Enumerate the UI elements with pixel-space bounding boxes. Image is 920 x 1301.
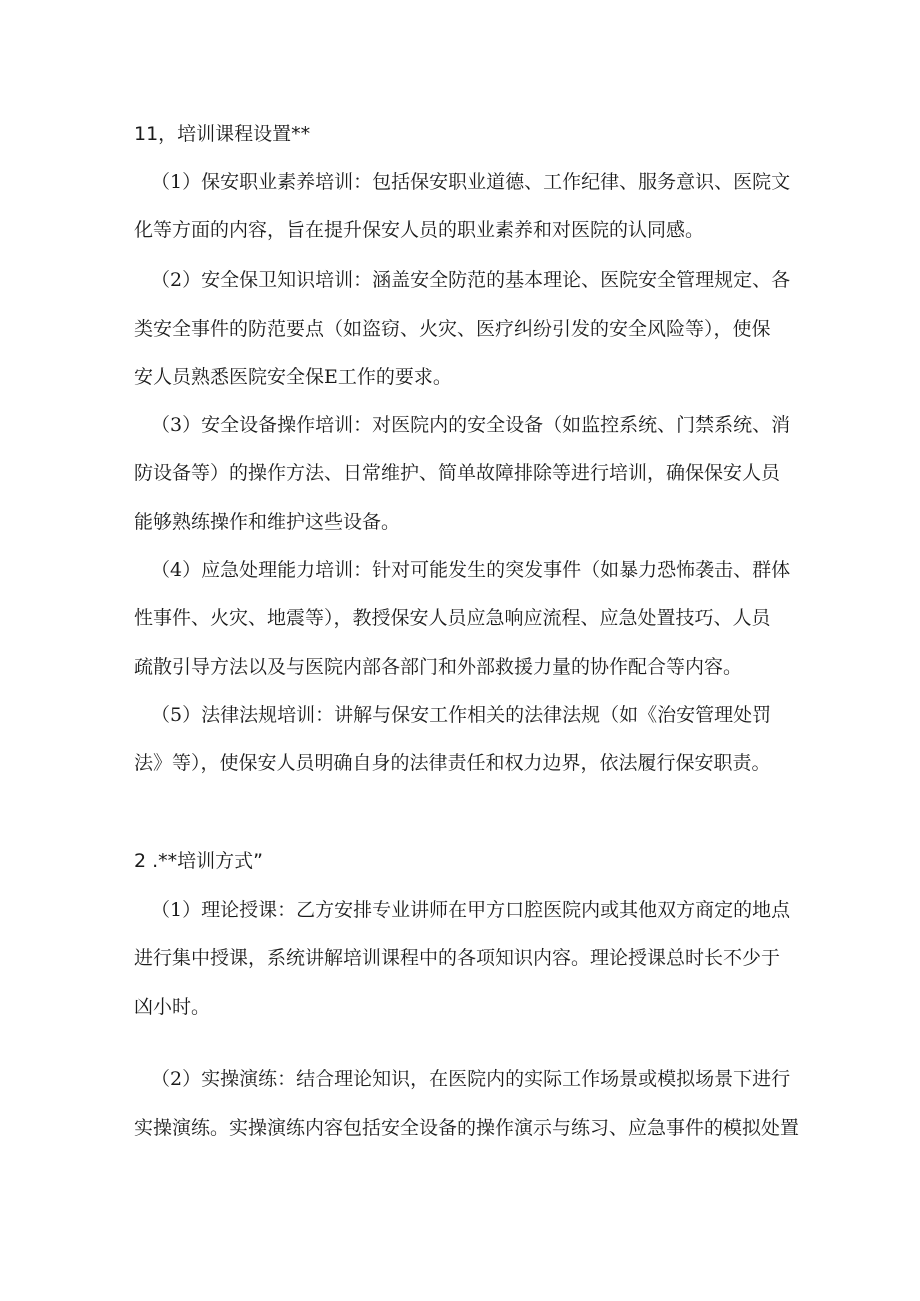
paragraph-line: （1）保安职业素养培训：包括保安职业道德、工作纪律、服务意识、医院文 (151, 171, 791, 193)
paragraph-line: 防设备等）的操作方法、日常维护、简单故障排除等进行培训，确保保安人员 (134, 462, 781, 484)
paragraph-line: 凶小时。 (134, 996, 211, 1018)
paragraph-line: （2）实操演练：结合理论知识，在医院内的实际工作场景或模拟场景下进行 (151, 1068, 791, 1090)
paragraph-line: （4）应急处理能力培训：针对可能发生的突发事件（如暴力恐怖袭击、群体 (151, 559, 791, 581)
paragraph-line: （5）法律法规培训：讲解与保安工作相关的法律法规（如《治安管理处罚 (151, 704, 772, 726)
paragraph-line: （2）安全保卫知识培训：涵盖安全防范的基本理论、医院安全管理规定、各 (151, 269, 791, 291)
paragraph-line: 类安全事件的防范要点（如盗窃、火灾、医疗纠纷引发的安全风险等），使保 (134, 318, 771, 340)
paragraph-line: 实操演练。实操演练内容包括安全设备的操作演示与练习、应急事件的模拟处置 (134, 1117, 800, 1139)
paragraph-line: 疏散引导方法以及与医院内部各部门和外部救援力量的协作配合等内容。 (134, 656, 743, 678)
paragraph-line: （3）安全设备操作培训：对医院内的安全设备（如监控系统、门禁系统、消 (151, 414, 791, 436)
section-heading-training-methods: 2 .**培训方式” (134, 850, 264, 872)
paragraph-line: 性事件、火灾、地震等），教授保安人员应急响应流程、应急处置技巧、人员 (134, 607, 771, 629)
paragraph-line: 化等方面的内容，旨在提升保安人员的职业素养和对医院的认同感。 (134, 219, 705, 241)
paragraph-line: 法》等），使保安人员明确自身的法律责任和权力边界，依法履行保安职责。 (134, 752, 771, 774)
paragraph-line: 进行集中授课，系统讲解培训课程中的各项知识内容。理论授课总时长不少于 (134, 947, 781, 969)
paragraph-line: （1）理论授课：乙方安排专业讲师在甲方口腔医院内或其他双方商定的地点 (151, 899, 791, 921)
paragraph-line: 能够熟练操作和维护这些设备。 (134, 511, 401, 533)
section-heading-training-courses: 11，培训课程设置** (134, 123, 311, 145)
paragraph-line: 安人员熟悉医院安全保E工作的要求。 (134, 366, 452, 388)
